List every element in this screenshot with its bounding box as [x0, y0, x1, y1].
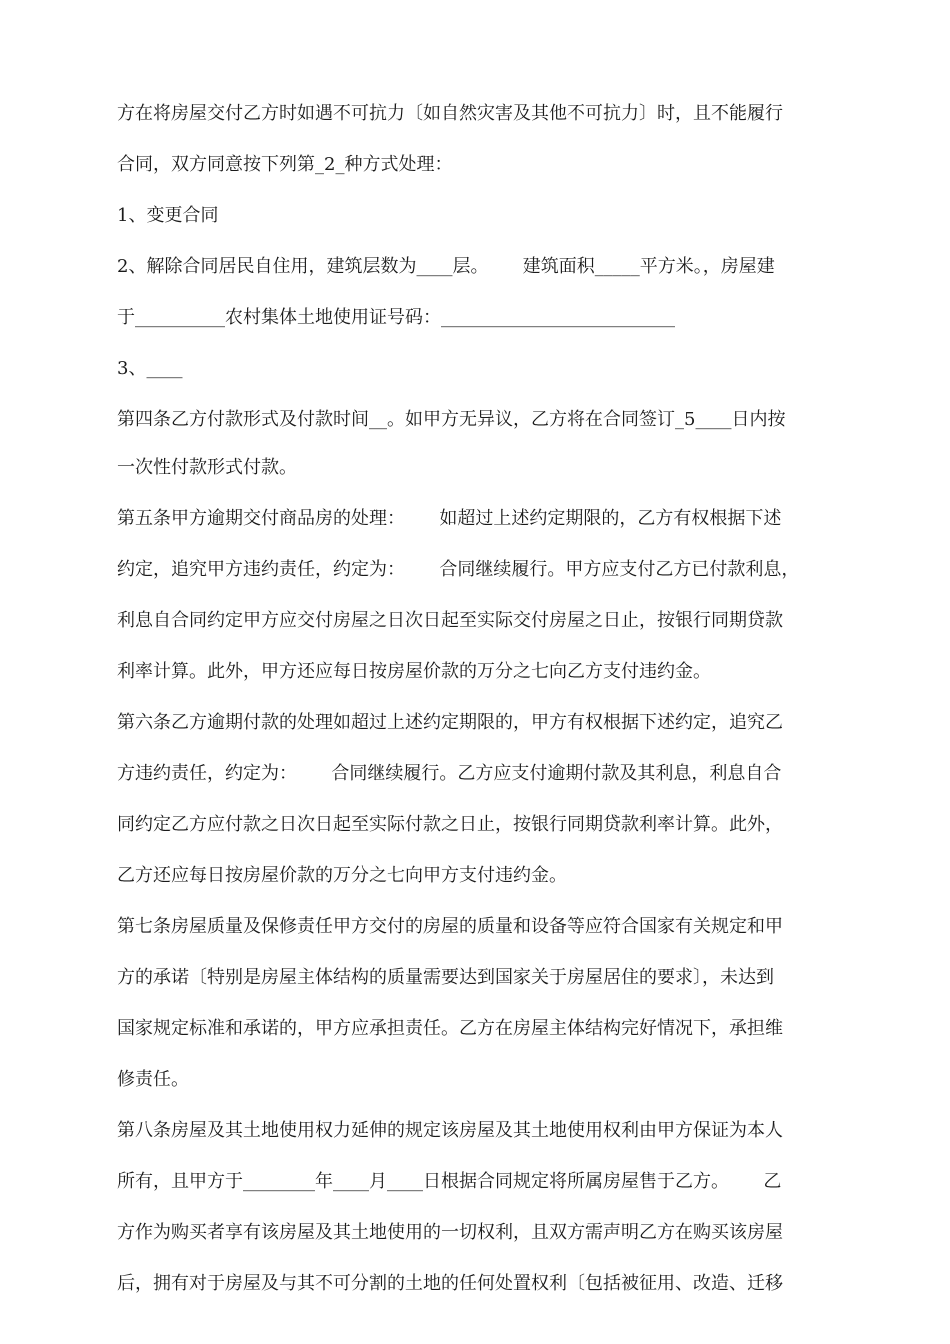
text-line: 约定，追究甲方违约责任，约定为： 合同继续履行。甲方应支付乙方已付款利息， [117, 559, 800, 580]
text-line: 国家规定标准和承诺的，甲方应承担责任。乙方在房屋主体结构完好情况下，承担维 [117, 1018, 783, 1039]
text-line: 利率计算。此外，甲方还应每日按房屋价款的万分之七向乙方支付违约金。 [117, 661, 711, 682]
text-line: 一次性付款形式付款。 [117, 457, 297, 478]
text-line: 方违约责任，约定为： 合同继续履行。乙方应支付逾期付款及其利息，利息自合 [117, 763, 782, 784]
text-line: 于__________农村集体土地使用证号码：__________________________ [117, 307, 675, 328]
text-line: 合同，双方同意按下列第_2_种方式处理： [117, 154, 453, 175]
text-line: 所有，且甲方于________年____月____日根据合同规定将所属房屋售于乙方。 乙 [117, 1171, 782, 1192]
text-line: 第六条乙方逾期付款的处理如超过上述约定期限的，甲方有权根据下述约定，追究乙 [117, 712, 783, 733]
text-line: 修责任。 [117, 1069, 189, 1090]
text-line: 利息自合同约定甲方应交付房屋之日次日起至实际交付房屋之日止，按银行同期贷款 [117, 610, 783, 631]
contract-text [117, 97, 847, 1301]
text-line: 第八条房屋及其土地使用权力延伸的规定该房屋及其土地使用权利由甲方保证为本人 [117, 1120, 783, 1141]
text-line: 第四条乙方付款形式及付款时间__。如甲方无异议，乙方将在合同签订_5____日内按 [117, 409, 786, 430]
text-line: 方在将房屋交付乙方时如遇不可抗力〔如自然灾害及其他不可抗力〕时，且不能履行 [117, 103, 783, 124]
text-line: 后，拥有对于房屋及与其不可分割的土地的任何处置权利〔包括被征用、改造、迁移 [117, 1273, 783, 1294]
text-line: 第七条房屋质量及保修责任甲方交付的房屋的质量和设备等应符合国家有关规定和甲 [117, 916, 783, 937]
text-line: 乙方还应每日按房屋价款的万分之七向甲方支付违约金。 [117, 865, 567, 886]
text-line: 3、____ [117, 358, 183, 379]
text-line: 方作为购买者享有该房屋及其土地使用的一切权利，且双方需声明乙方在购买该房屋 [117, 1222, 783, 1243]
text-line: 第五条甲方逾期交付商品房的处理： 如超过上述约定期限的，乙方有权根据下述 [117, 508, 782, 529]
text-line: 2、解除合同居民自住用，建筑层数为____层。 建筑面积_____平方米。，房屋建 [117, 256, 775, 277]
text-line: 同约定乙方应付款之日次日起至实际付款之日止，按银行同期贷款利率计算。此外， [117, 814, 783, 835]
text-line: 1、变更合同 [117, 205, 219, 226]
text-line: 方的承诺〔特别是房屋主体结构的质量需要达到国家关于房屋居住的要求〕，未达到 [117, 967, 774, 988]
